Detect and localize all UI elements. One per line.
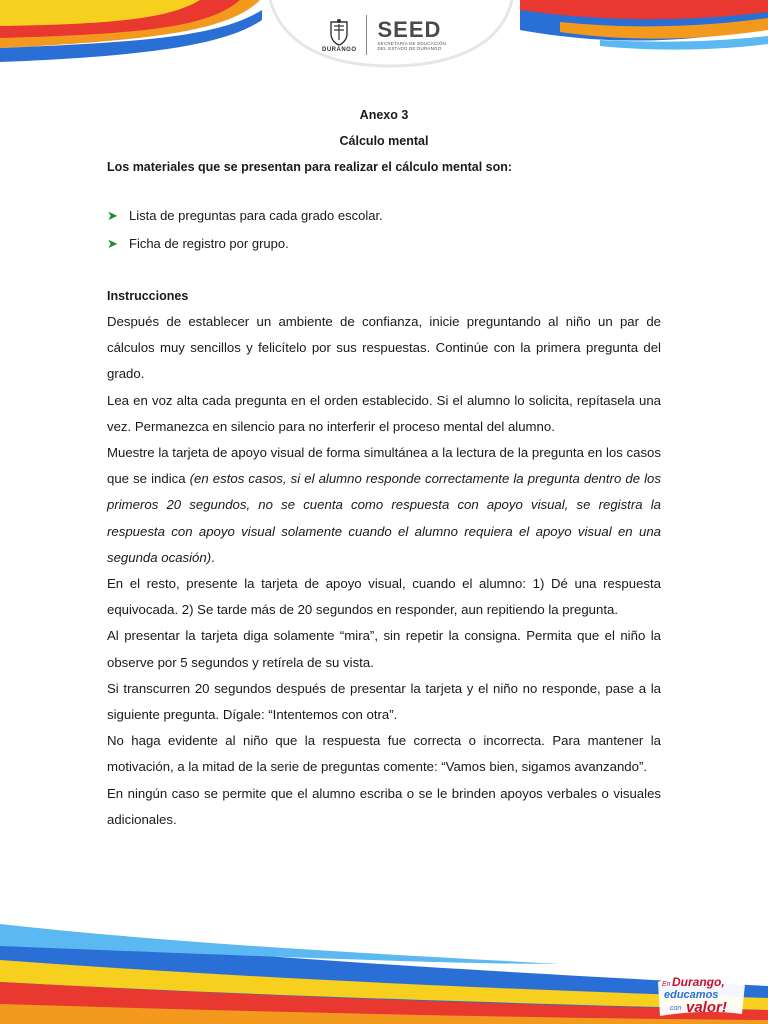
slogan-text-5: valor! bbox=[686, 999, 727, 1016]
org-name: SEED bbox=[377, 17, 442, 42]
arrow-bullet-icon: ➤ bbox=[107, 208, 118, 223]
list-item-text: Ficha de registro por grupo. bbox=[129, 236, 289, 251]
org-subtitle-1: SECRETARÍA DE EDUCACIÓN bbox=[377, 41, 447, 46]
paragraph-italic-note: (en estos casos, si el alumno responde correctamente la pregunta dentro de los primeros 20 segundos, no se cuenta como respuesta con apoyo visual, se registra la respuesta con apoyo visual solamente cuando el alumno requiera el apoyo visual en una segunda ocasión) bbox=[107, 471, 661, 565]
paragraph: En ningún caso se permite que el alumno escriba o se le brinden apoyos verbales o visuales adicionales. bbox=[107, 785, 661, 827]
materials-list bbox=[107, 202, 661, 258]
paragraph: Después de establecer un ambiente de confianza, inicie preguntando al niño un par de cálculos muy sencillos y felicítelo por sus respuestas. Continúe con la primera pregunta del grado. bbox=[107, 314, 661, 382]
document-title: Cálculo mental bbox=[339, 134, 429, 148]
slogan-text-2: Durango, bbox=[672, 975, 725, 989]
paragraph: En el resto, presente la tarjeta de apoyo visual, cuando el alumno: 1) Dé una respuesta equivocada. 2) Se tarde más de 20 segundos en responder, aun repitiendo la pregunta. bbox=[107, 576, 661, 618]
slogan-text-3: educamos bbox=[664, 989, 719, 1001]
paragraph: Si transcurren 20 segundos después de presentar la tarjeta y el niño no responde, pase a la siguiente pregunta. Dígale: “Intentemos con otra”. bbox=[107, 680, 661, 723]
logo-divider bbox=[366, 15, 367, 55]
paragraph: Al presentar la tarjeta diga solamente “mira”, sin repetir la consigna. Permita que el niño la observe por 5 segundos y retírela de su vista. bbox=[107, 628, 661, 670]
durango-slogan-logo bbox=[654, 964, 750, 1018]
list-item bbox=[107, 202, 661, 230]
list-item-text: Lista de preguntas para cada grado escolar. bbox=[129, 208, 383, 223]
org-subtitle-2: DEL ESTADO DE DURANGO bbox=[377, 46, 442, 51]
durango-crest-icon bbox=[328, 18, 350, 46]
paragraph-text: Muestre la tarjeta de apoyo visual de forma simultánea a la lectura de la pregunta en los casos que se indica bbox=[107, 445, 661, 487]
annex-title: Anexo 3 bbox=[359, 108, 409, 122]
crest-label: DURANGO bbox=[321, 46, 357, 53]
paragraph: Lea en voz alta cada pregunta en el orden establecido. Si el alumno lo solicita, repítasela una vez. Permanezca en silencio para no interferir el proceso mental del alumno. bbox=[107, 392, 661, 434]
visual-support-paragraph bbox=[107, 440, 661, 571]
seed-logo bbox=[268, 0, 500, 70]
document-body bbox=[107, 102, 661, 833]
arrow-bullet-icon: ➤ bbox=[107, 236, 118, 251]
materials-intro: Los materiales que se presentan para realizar el cálculo mental son: bbox=[107, 160, 513, 174]
durango-crest bbox=[322, 18, 357, 53]
list-item bbox=[107, 230, 661, 258]
paragraph: No haga evidente al niño que la respuesta fue correcta o incorrecta. Para mantener la motivación, a la mitad de la serie de preguntas comente: “Vamos bien, sigamos avanzando”. bbox=[107, 733, 661, 775]
slogan-text-1: En bbox=[662, 981, 671, 988]
footer-wave-band bbox=[0, 924, 768, 1024]
slogan-text-4: con bbox=[670, 1005, 682, 1012]
paragraph-end: . bbox=[211, 549, 215, 565]
seed-wordmark bbox=[377, 19, 446, 51]
instructions-heading: Instrucciones bbox=[107, 289, 189, 303]
